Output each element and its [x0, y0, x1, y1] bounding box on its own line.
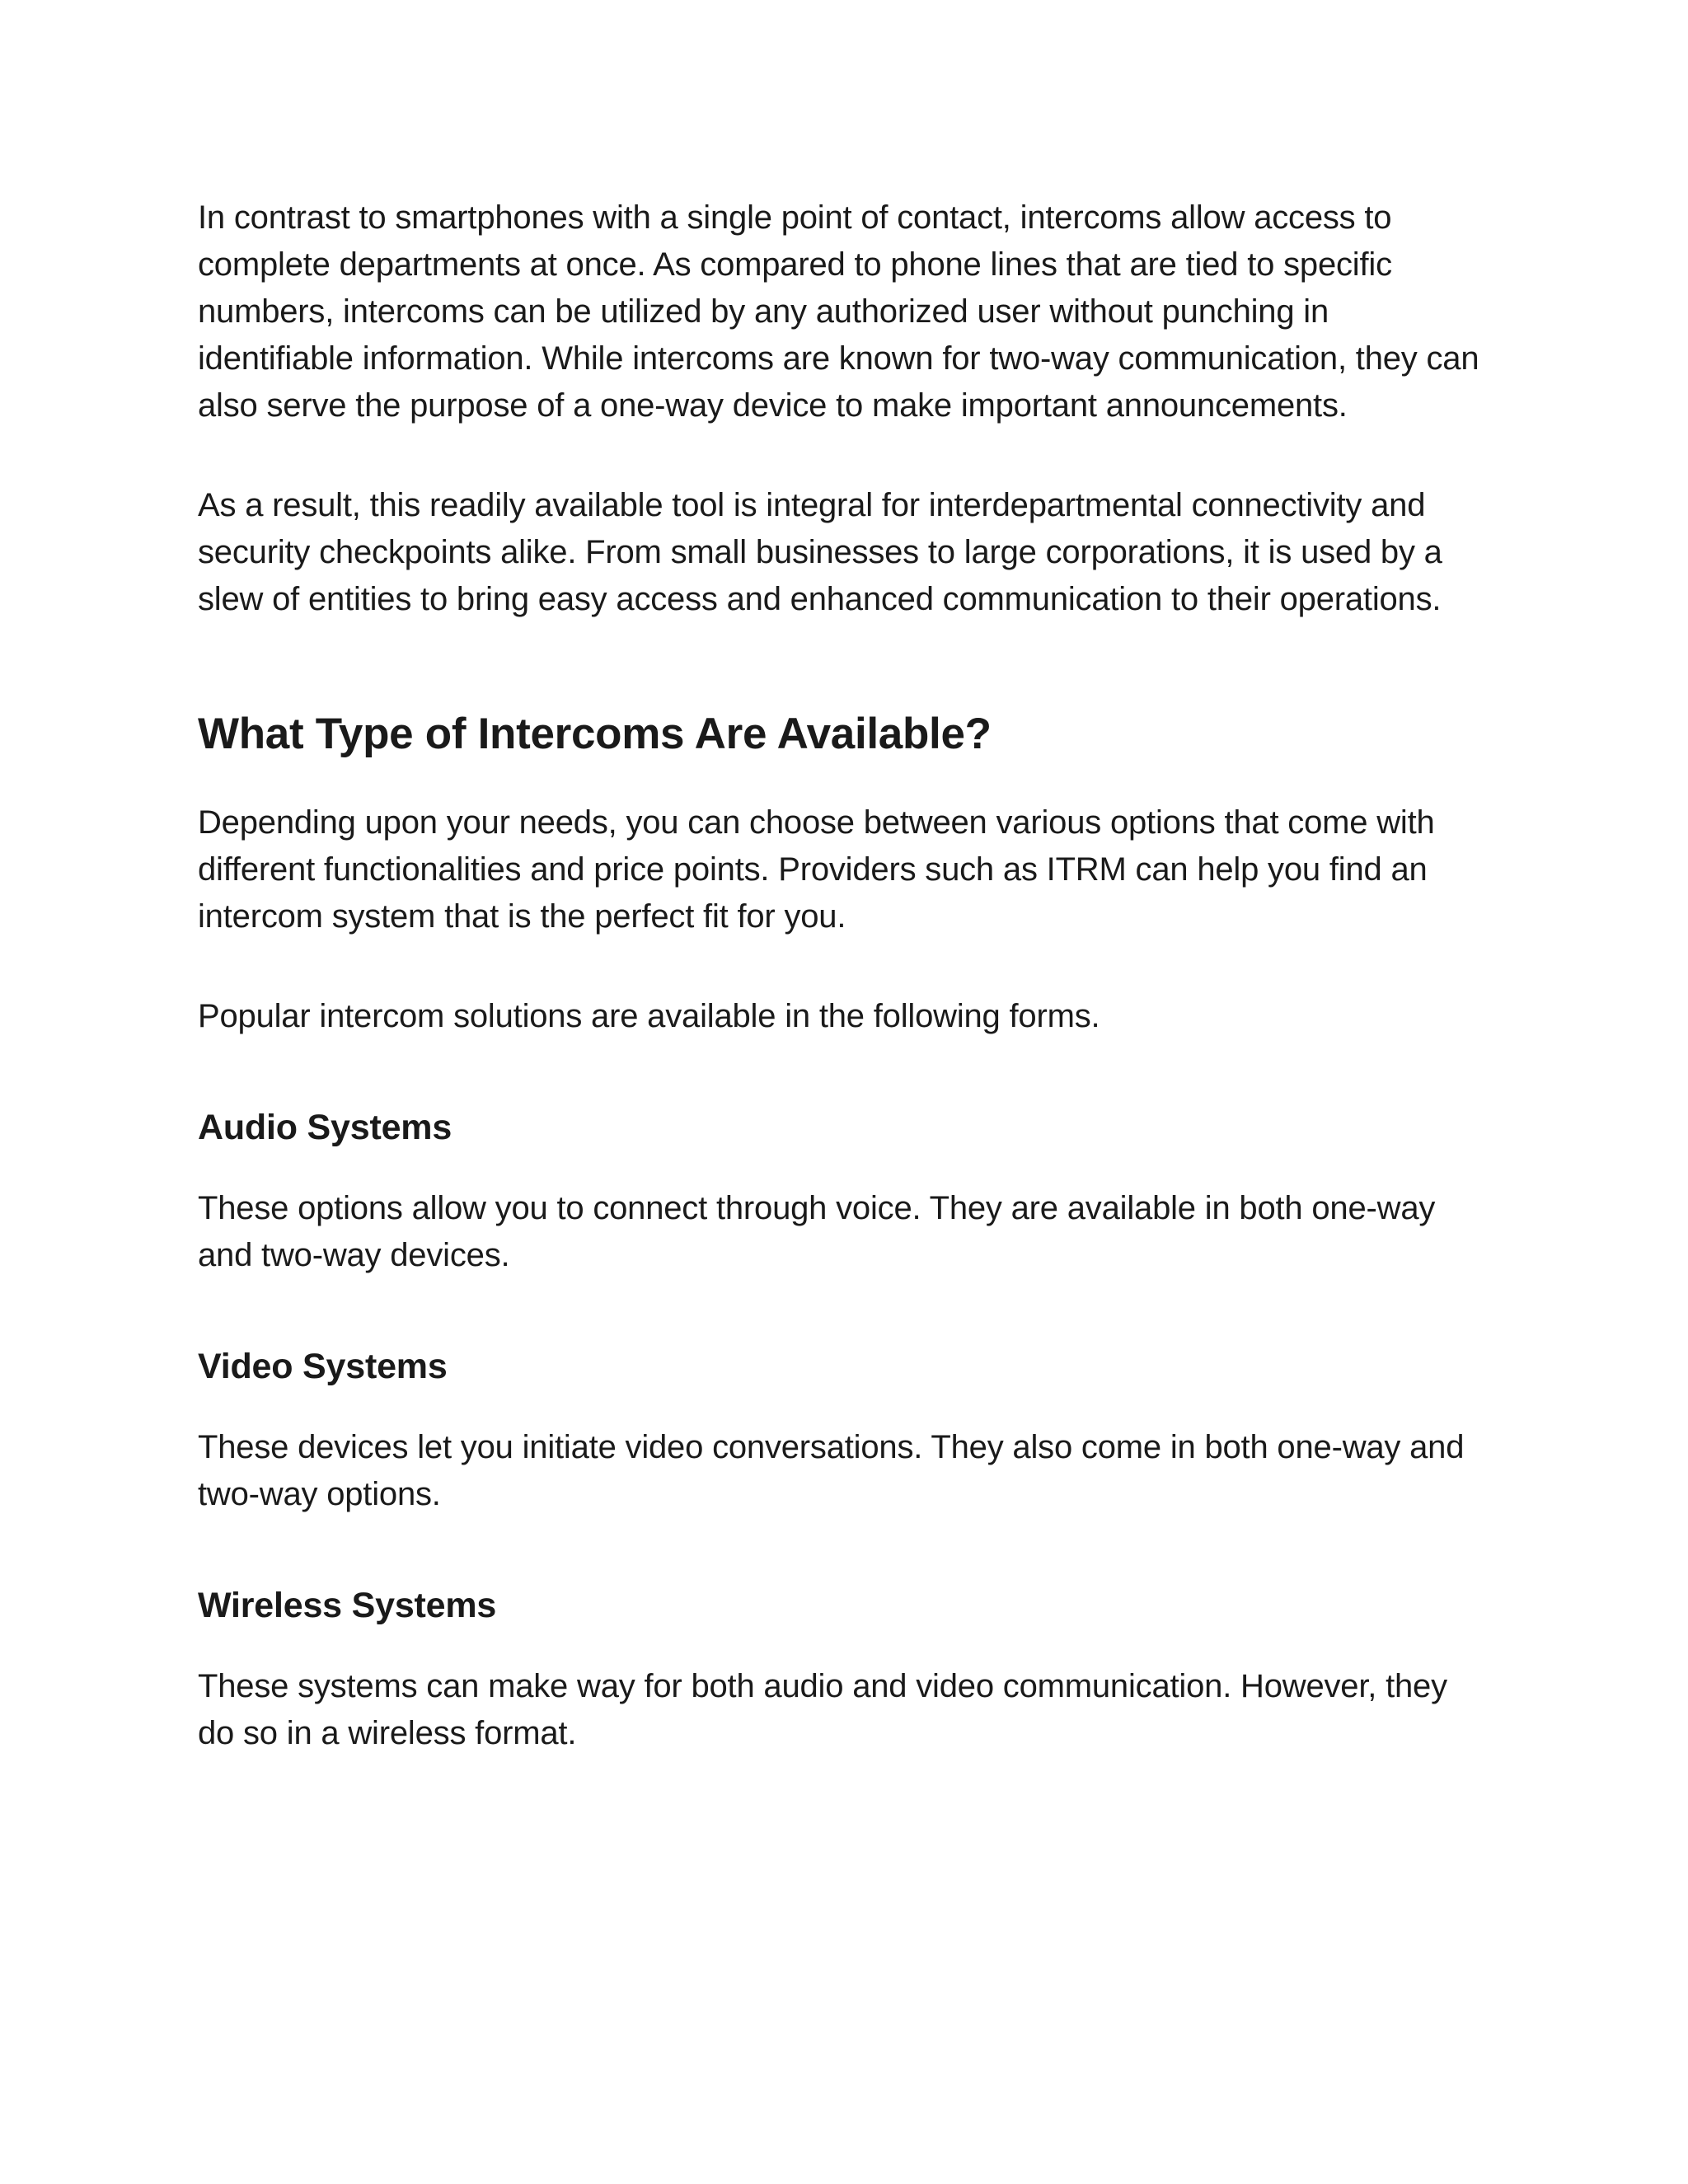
- intro-paragraph-2: As a result, this readily available tool is integral for interdepartmental connectivity and security checkpoints alike. From small businesses to large corporations, it is used by a slew of entities to bring easy access and enhanced communication to their operations.: [198, 487, 1442, 617]
- subsection-heading-audio: Audio Systems: [198, 1108, 452, 1147]
- document-body: [198, 194, 1492, 1757]
- section-paragraph-2: Popular intercom solutions are available in the following forms.: [198, 998, 1100, 1034]
- intro-paragraph-1: In contrast to smartphones with a single point of contact, intercoms allow access to complete departments at once. As compared to phone lines that are tied to specific numbers, intercoms can be utilized by any authorized user without punching in identifiable information. While intercoms are known for two-way communication, they can also serve the purpose of a one-way device to make important announcements.: [198, 199, 1479, 424]
- subsection-heading-wireless: Wireless Systems: [198, 1586, 497, 1625]
- section-paragraph-1: Depending upon your needs, you can choose between various options that come with different functionalities and price points. Providers such as ITRM can help you find an intercom system that is the perfect fit for you.: [198, 804, 1435, 935]
- subsection-text-video: These devices let you initiate video conversations. They also come in both one-way and two-way options.: [198, 1429, 1465, 1512]
- section-heading: What Type of Intercoms Are Available?: [198, 710, 992, 758]
- subsection-text-wireless: These systems can make way for both audio and video communication. However, they do so in a wireless format.: [198, 1668, 1447, 1751]
- subsection-heading-video: Video Systems: [198, 1347, 448, 1386]
- subsection-text-audio: These options allow you to connect through voice. They are available in both one-way and two-way devices.: [198, 1190, 1436, 1273]
